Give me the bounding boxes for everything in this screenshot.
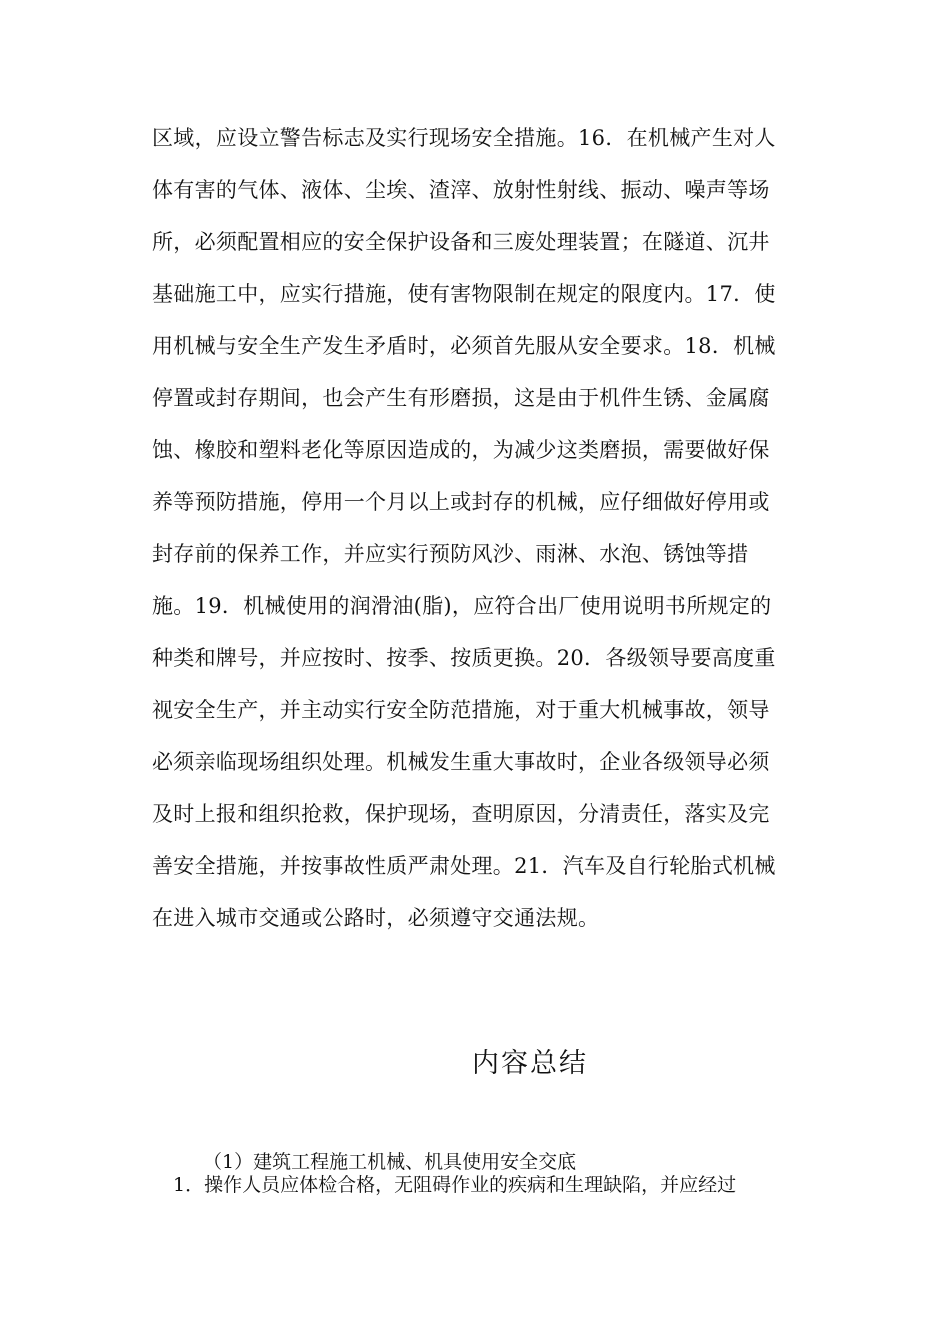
summary-subtitle: （1）建筑工程施工机械、机具使用安全交底 <box>203 1151 577 1173</box>
body-line: 及时上报和组织抢救，保护现场，查明原因，分清责任，落实及完 <box>152 802 770 826</box>
body-line: 停置或封存期间，也会产生有形磨损，这是由于机件生锈、金属腐 <box>152 386 770 410</box>
body-line: 用机械与安全生产发生矛盾时，必须首先服从安全要求。18．机械 <box>152 334 776 358</box>
body-line: 善安全措施，并按事故性质严肃处理。21．汽车及自行轮胎式机械 <box>152 854 776 878</box>
body-line: 所，必须配置相应的安全保护设备和三废处理装置；在隧道、沉井 <box>152 230 770 254</box>
summary-item: 1．操作人员应体检合格，无阻碍作业的疾病和生理缺陷，并应经过 <box>173 1174 737 1196</box>
summary-title: 内容总结 <box>472 1048 588 1079</box>
body-line: 体有害的气体、液体、尘埃、渣滓、放射性射线、振动、噪声等场 <box>152 178 770 202</box>
body-line: 施。19．机械使用的润滑油(脂)，应符合出厂使用说明书所规定的 <box>152 594 772 618</box>
body-line: 蚀、橡胶和塑料老化等原因造成的，为减少这类磨损，需要做好保 <box>152 438 770 462</box>
body-line: 在进入城市交通或公路时，必须遵守交通法规。 <box>152 906 600 930</box>
body-line: 基础施工中，应实行措施，使有害物限制在规定的限度内。17．使 <box>152 282 776 306</box>
body-line: 种类和牌号，并应按时、按季、按质更换。20．各级领导要高度重 <box>152 646 776 670</box>
body-line: 封存前的保养工作，并应实行预防风沙、雨淋、水泡、锈蚀等措 <box>152 542 749 566</box>
body-line: 视安全生产，并主动实行安全防范措施，对于重大机械事故，领导 <box>152 698 770 722</box>
body-text <box>152 118 812 950</box>
body-line: 区域，应设立警告标志及实行现场安全措施。16．在机械产生对人 <box>152 126 776 150</box>
body-line: 养等预防措施，停用一个月以上或封存的机械，应仔细做好停用或 <box>152 490 770 514</box>
body-line: 必须亲临现场组织处理。机械发生重大事故时，企业各级领导必须 <box>152 750 770 774</box>
